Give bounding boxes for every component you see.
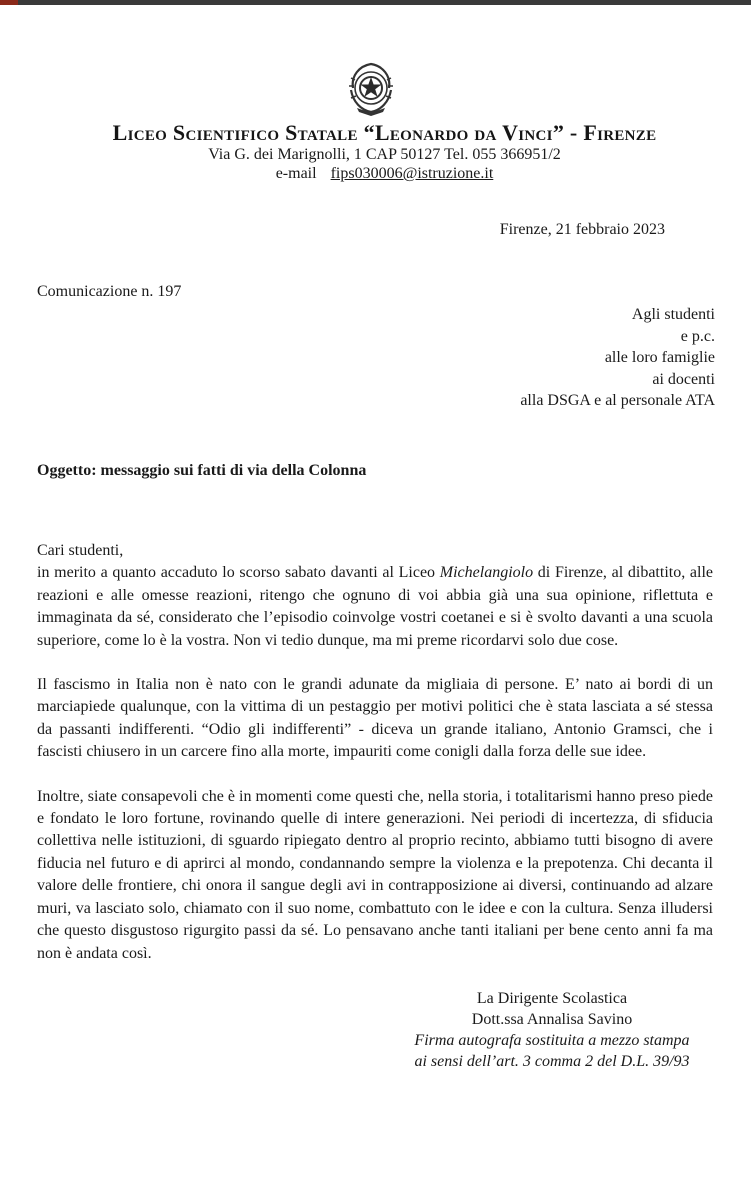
paragraph-1-text: in merito a quanto accaduto lo scorso sabato davanti al Liceo bbox=[37, 564, 440, 582]
recipient-line: Agli studenti bbox=[631, 306, 715, 323]
recipient-line: alla DSGA e al personale ATA bbox=[520, 392, 715, 409]
letter-body bbox=[37, 540, 713, 987]
document-date: Firenze, 21 febbraio 2023 bbox=[499, 221, 665, 238]
paragraph-3: Inoltre, siate consapevoli che è in momenti come questi che, nella storia, i totalitarismi hanno preso piede e fondato le loro fortune, rovinando quelle di intere generazioni. Nei periodi di incertezza, di sfiducia collettiva nelle istituzioni, di sguardo ripiegato dentro al proprio recinto, abbiamo tutti bisogno di avere fiducia nel futuro e di aprirci al mondo, condannando sempre la violenza e la prepotenza. Chi decanta il valore delle frontiere, chi onora il sangue degli avi in contrapposizione ai diversi, continuando ad alzare muri, va lasciato solo, chiamato con il suo nome, combattuto con le idee e con la cultura. Senza illudersi che questo disgustoso rigurgito passi da sé. Lo pensavano anche tanti italiani per bene cento anni fa ma non è andata così. bbox=[37, 787, 713, 962]
top-status-bar bbox=[0, 0, 751, 5]
email-link[interactable]: fips030006@istruzione.it bbox=[330, 165, 494, 182]
recipient-line: e p.c. bbox=[680, 327, 715, 345]
recipient-line: ai docenti bbox=[652, 370, 715, 388]
signature-block bbox=[402, 988, 702, 1072]
signature-note-line-2: ai sensi dell’art. 3 comma 2 del D.L. 39/93 bbox=[414, 1053, 690, 1070]
top-bar-accent bbox=[0, 0, 18, 5]
recipients-block bbox=[520, 304, 715, 412]
communication-number: Comunicazione n. 197 bbox=[37, 283, 182, 300]
recipient-line: alle loro famiglie bbox=[604, 349, 715, 366]
paragraph-1 bbox=[37, 540, 713, 652]
subject-line: Oggetto: messaggio sui fatti di via della Colonna bbox=[37, 462, 367, 479]
school-email-line bbox=[0, 165, 751, 183]
paragraph-1-text-cont: di Firenze, al dibattito, alle reazioni e alle omesse reazioni, ritengo che ognuno di voi abbia già una sua opinione, riflettuta e immaginata da sé, considerato che l’episodio coinvolge vostri coetanei e si è svolto davanti a una scuola superiore, come lo è la vostra. Non vi tedio dunque, ma mi preme ricordarvi solo due cose. bbox=[37, 564, 714, 649]
email-label: e-mail bbox=[275, 165, 317, 182]
greeting: Cari studenti, bbox=[37, 542, 124, 559]
italian-republic-emblem-icon bbox=[345, 58, 397, 116]
signatory-name: Dott.ssa Annalisa Savino bbox=[471, 1011, 633, 1028]
paragraph-2: Il fascismo in Italia non è nato con le grandi adunate da migliaia di persone. E’ nato ai bordi di un marciapiede qualunque, con la vittima di un pestaggio per motivi politici che è stata lasciata a sé stessa da passanti indifferenti. “Odio gli indifferenti” - diceva un grande italiano, Antonio Gramsci, che i fascisti chiusero in un carcere fino alla morte, impauriti come conigli dalla forza delle sue idee. bbox=[37, 676, 713, 761]
school-name-italic: Michelangiolo bbox=[439, 564, 534, 582]
school-name: Liceo Scientifico Statale “Leonardo da Vinci” - Firenze bbox=[112, 120, 657, 145]
school-address: Via G. dei Marignolli, 1 CAP 50127 Tel. 055 366951/2 bbox=[208, 146, 561, 163]
signature-note-line-1: Firma autografa sostituita a mezzo stampa bbox=[414, 1032, 690, 1049]
signatory-role: La Dirigente Scolastica bbox=[476, 990, 628, 1007]
